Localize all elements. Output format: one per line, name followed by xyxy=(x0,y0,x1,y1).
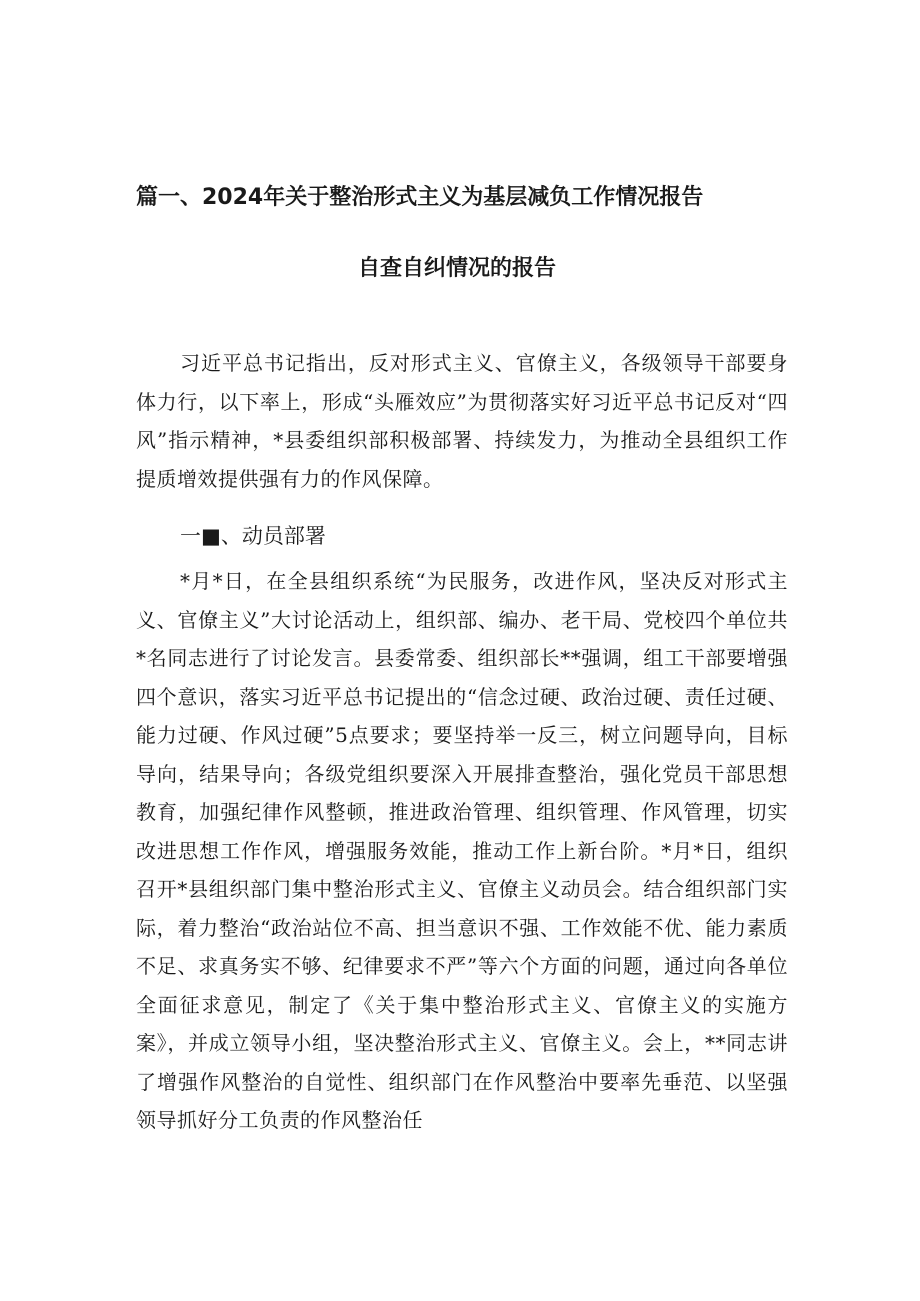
document-title: 篇一、2024年关于整治形式主义为基层减负工作情况报告 xyxy=(136,185,704,210)
section-heading: 一■、动员部署 xyxy=(180,524,326,548)
document-subtitle: 自查自纠情况的报告 xyxy=(358,256,557,281)
paragraph-intro: 习近平总书记指出，反对形式主义、官僚主义，各级领导干部要身体力行，以下率上，形成“头雁效应”为贯彻落实好习近平总书记反对“四风”指示精神，*县委组织部积极部署、持续发力，为推动全县组织工作提质增效提供强有力的作风保障。 xyxy=(136,351,788,491)
paragraph-mobilization: *月*日，在全县组织系统“为民服务，改进作风，坚决反对形式主义、官僚主义”大讨论活动上，组织部、编办、老干局、党校四个单位共*名同志进行了讨论发言。县委常委、组织部长**强调，组工干部要增强四个意识，落实习近平总书记提出的“信念过硬、政治过硬、责任过硬、能力过硬、作风过硬”5点要求；要坚持举一反三，树立问题导向，目标导向，结果导向；各级党组织要深入开展排查整治，强化党员干部思想教育，加强纪律作风整顿，推进政治管理、组织管理、作风管理，切实改进思想工作作风，增强服务效能，推动工作上新台阶。*月*日，组织召开*县组织部门集中整治形式主义、官僚主义动员会。结合组织部门实际，着力整治“政治站位不高、担当意识不强、工作效能不优、能力素质不足、求真务实不够、纪律要求不严”等六个方面的问题，通过向各单位全面征求意见，制定了《关于集中整治形式主义、官僚主义的实施方案》，并成立领导小组，坚决整治形式主义、官僚主义。会上，**同志讲了增强作风整治的自觉性、组织部门在作风整治中要率先垂范、以坚强领导抓好分工负责的作风整治任 xyxy=(136,569,788,1132)
